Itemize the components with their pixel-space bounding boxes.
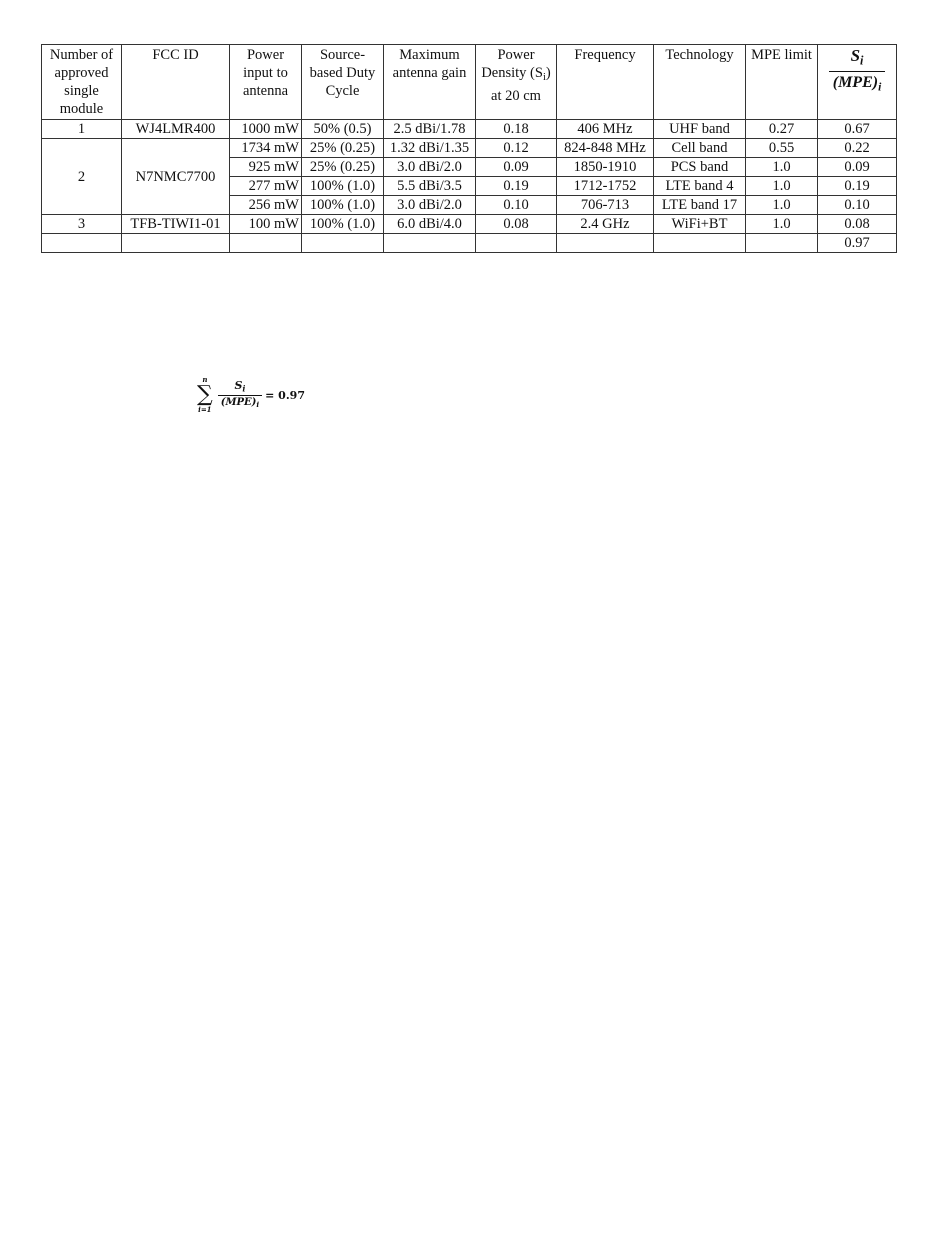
header-power-input: Power input to antenna — [230, 45, 302, 120]
formula-denominator — [218, 395, 262, 411]
cell-gain: 1.32 dBi/1.35 — [384, 139, 476, 158]
cell-ratio: 0.19 — [818, 177, 897, 196]
header-power-density-tail: ) at 20 cm — [491, 65, 551, 105]
cell-mpe-limit: 0.27 — [746, 120, 818, 139]
cell-duty: 25% (0.25) — [302, 158, 384, 177]
cell-technology: PCS band — [654, 158, 746, 177]
cell-mpe-limit: 0.55 — [746, 139, 818, 158]
cell-fcc-id: TFB-TIWI1-01 — [122, 215, 230, 234]
ratio-numerator — [847, 46, 868, 71]
header-antenna-gain: Maximum antenna gain — [384, 45, 476, 120]
ratio-numerator-sub: i — [860, 53, 864, 68]
empty-cell — [746, 234, 818, 253]
ratio-denominator-sub: i — [878, 81, 882, 94]
cell-technology: WiFi+BT — [654, 215, 746, 234]
cell-duty: 100% (1.0) — [302, 177, 384, 196]
formula-denominator-base: (MPE) — [220, 397, 257, 409]
summation-sigma — [197, 376, 213, 414]
cell-fcc-id: WJ4LMR400 — [122, 120, 230, 139]
cell-density: 0.09 — [476, 158, 557, 177]
cell-duty: 50% (0.5) — [302, 120, 384, 139]
empty-cell — [476, 234, 557, 253]
empty-cell — [302, 234, 384, 253]
cell-frequency: 406 MHz — [557, 120, 654, 139]
cell-module-number: 1 — [42, 120, 122, 139]
cell-duty: 100% (1.0) — [302, 215, 384, 234]
cell-ratio: 0.67 — [818, 120, 897, 139]
cell-frequency: 824-848 MHz — [557, 139, 654, 158]
cell-fcc-id: N7NMC7700 — [122, 139, 230, 215]
cell-power: 100 mW — [230, 215, 302, 234]
cell-density: 0.18 — [476, 120, 557, 139]
cell-mpe-limit: 1.0 — [746, 177, 818, 196]
table-row — [42, 215, 897, 234]
cell-technology: LTE band 17 — [654, 196, 746, 215]
formula-denominator-sub: i — [256, 400, 260, 410]
cell-technology: LTE band 4 — [654, 177, 746, 196]
cell-duty: 100% (1.0) — [302, 196, 384, 215]
cell-technology: UHF band — [654, 120, 746, 139]
header-frequency: Frequency — [557, 45, 654, 120]
header-duty-cycle: Source-based Duty Cycle — [302, 45, 384, 120]
cell-density: 0.19 — [476, 177, 557, 196]
cell-gain: 6.0 dBi/4.0 — [384, 215, 476, 234]
header-mpe-limit: MPE limit — [746, 45, 818, 120]
cell-frequency: 2.4 GHz — [557, 215, 654, 234]
cell-module-number: 3 — [42, 215, 122, 234]
cell-power: 1000 mW — [230, 120, 302, 139]
total-row — [42, 234, 897, 253]
cell-frequency: 1850-1910 — [557, 158, 654, 177]
table-row — [42, 139, 897, 158]
ratio-numerator-base: S — [850, 46, 861, 65]
table-row — [42, 120, 897, 139]
cell-ratio: 0.10 — [818, 196, 897, 215]
cell-mpe-limit: 1.0 — [746, 158, 818, 177]
formula-numerator — [231, 379, 248, 395]
cell-density: 0.08 — [476, 215, 557, 234]
empty-cell — [230, 234, 302, 253]
cell-density: 0.10 — [476, 196, 557, 215]
header-power-density-base: Power Density (S — [481, 47, 543, 81]
empty-cell — [42, 234, 122, 253]
mpe-table — [41, 44, 897, 253]
ratio-fraction — [829, 46, 886, 97]
header-fcc-id: FCC ID — [122, 45, 230, 120]
header-row — [42, 45, 897, 120]
header-module-number: Number of approved single module — [42, 45, 122, 120]
formula-fraction — [218, 379, 262, 412]
cell-ratio: 0.22 — [818, 139, 897, 158]
cell-frequency: 1712-1752 — [557, 177, 654, 196]
cell-gain: 3.0 dBi/2.0 — [384, 158, 476, 177]
empty-cell — [122, 234, 230, 253]
cell-gain: 5.5 dBi/3.5 — [384, 177, 476, 196]
cell-duty: 25% (0.25) — [302, 139, 384, 158]
cell-ratio: 0.08 — [818, 215, 897, 234]
sigma-symbol: ∑ — [197, 382, 213, 407]
header-power-density-sub: i — [542, 72, 546, 84]
formula-numerator-base: S — [234, 378, 243, 392]
header-technology: Technology — [654, 45, 746, 120]
cell-gain: 2.5 dBi/1.78 — [384, 120, 476, 139]
header-ratio — [818, 45, 897, 120]
cell-frequency: 706-713 — [557, 196, 654, 215]
empty-cell — [557, 234, 654, 253]
empty-cell — [654, 234, 746, 253]
empty-cell — [384, 234, 476, 253]
cell-module-number: 2 — [42, 139, 122, 215]
formula-numerator-sub: i — [242, 384, 246, 394]
cell-mpe-limit: 1.0 — [746, 196, 818, 215]
sigma-lower-limit: i=1 — [198, 405, 212, 414]
sigma-upper-limit: n — [202, 375, 208, 384]
ratio-denominator-base: (MPE) — [832, 73, 879, 91]
cell-gain: 3.0 dBi/2.0 — [384, 196, 476, 215]
cell-power: 277 mW — [230, 177, 302, 196]
cell-ratio: 0.09 — [818, 158, 897, 177]
cell-power: 925 mW — [230, 158, 302, 177]
header-power-density — [476, 45, 557, 120]
ratio-denominator — [829, 71, 886, 97]
cell-power: 256 mW — [230, 196, 302, 215]
cell-technology: Cell band — [654, 139, 746, 158]
formula-result: = 0.97 — [265, 388, 305, 402]
summation-formula — [197, 376, 305, 414]
cell-total-ratio: 0.97 — [818, 234, 897, 253]
cell-density: 0.12 — [476, 139, 557, 158]
cell-power: 1734 mW — [230, 139, 302, 158]
cell-mpe-limit: 1.0 — [746, 215, 818, 234]
